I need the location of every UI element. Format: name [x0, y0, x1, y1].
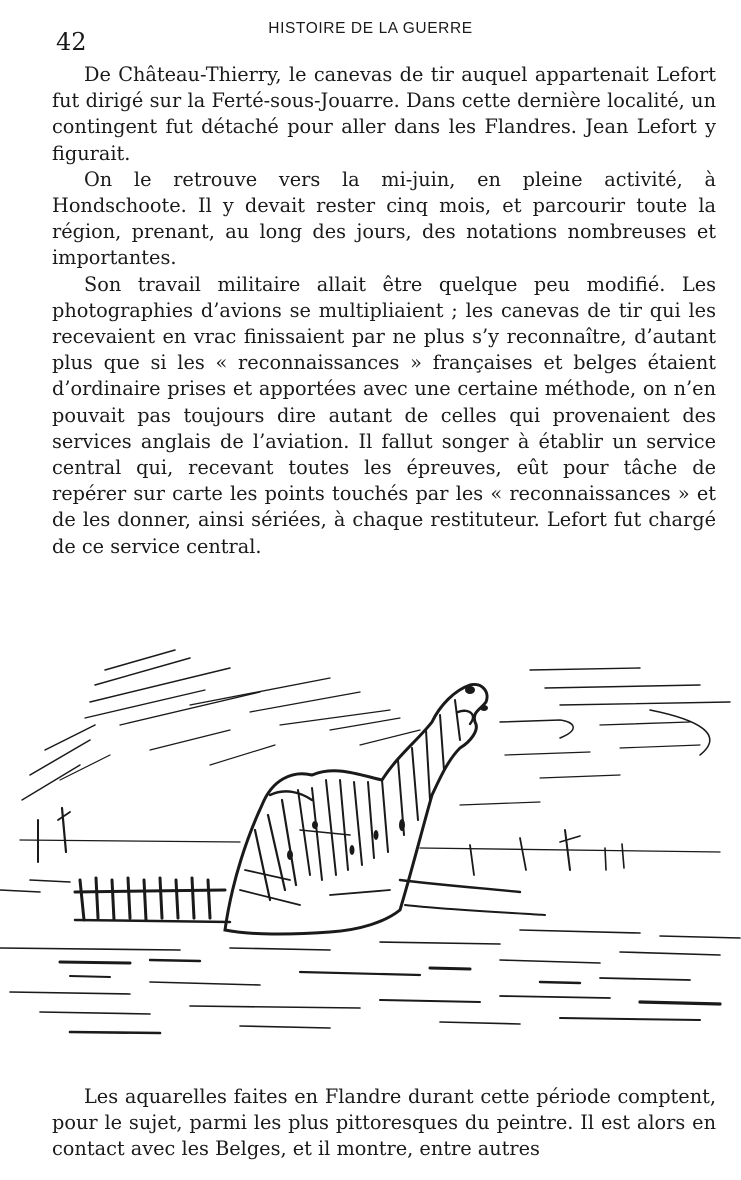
- body-text: [52, 62, 716, 560]
- closing-paragraph: Les aquarelles faites en Flandre durant cette période comptent, pour le sujet, parmi les plus pittoresques du peintre. Il est alors en contact avec les Belges, et il montre, entre autres: [52, 1085, 716, 1161]
- bottom-text: [52, 1084, 716, 1163]
- paragraph-1: De Château-Thierry, le canevas de tir auquel appartenait Lefort fut dirigé sur la Ferté-sous-Jouarre. Dans cette dernière localité, un contingent fut détaché pour aller dans les Flandres. Jean Lefort y figurait.: [52, 63, 716, 165]
- running-title: HISTOIRE DE LA GUERRE: [268, 20, 473, 37]
- paragraph-2: On le retrouve vers la mi-juin, en pleine activité, à Hondschoote. Il y devait rester cinq mois, et parcourir toute la région, prenant, au long des jours, des notations nombreuses et importantes.: [52, 167, 716, 270]
- ruined-tower-sketch: [0, 630, 741, 1050]
- paragraph-3: Son travail militaire allait être quelque peu modifié. Les photographies d’avions se multipliaient ; les canevas de tir qui les recevaient en vrac finissaient par ne plus s’y reconnaître, d’autant plus que si les « reconnaissances » françaises et belges étaient d’ordinaire prises et apportées avec une certaine méthode, on n’en pouvait pas toujours dire autant de celles qui provenaient des services anglais de l’aviation. Il fallut songer à établir un service central qui, recevant toutes les épreuves, eût pour tâche de repérer sur carte les points touchés par les « reconnaissances » et de les donner, ainsi sériées, à chaque restituteur. Lefort fut chargé de ce service central.: [52, 272, 716, 558]
- page-number: 42: [56, 28, 87, 56]
